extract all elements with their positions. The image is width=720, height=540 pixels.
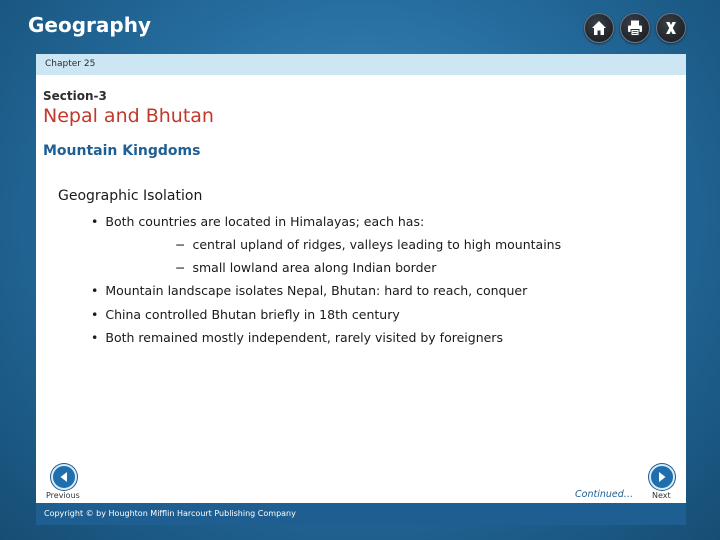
close-button[interactable] [656, 13, 686, 43]
bullet-item [91, 283, 527, 298]
home-button[interactable] [584, 13, 614, 43]
sub-bullet-item [175, 237, 561, 252]
sub-bullet-item [175, 260, 436, 275]
next-button[interactable] [649, 464, 675, 490]
sub-bullet-text: central upland of ridges, valleys leading to high mountains [192, 237, 562, 252]
bullet-symbol: • [91, 330, 99, 345]
next-label[interactable]: Next [652, 491, 671, 500]
bullet-text: Both remained mostly independent, rarely visited by foreigners [105, 330, 503, 345]
bullet-item [91, 330, 503, 345]
section-title: Nepal and Bhutan [43, 105, 214, 127]
previous-button[interactable] [51, 464, 77, 490]
print-icon [625, 18, 645, 38]
sub-bullet-symbol: − [175, 260, 186, 275]
bullet-text: Both countries are located in Himalayas; each has: [105, 214, 425, 229]
bullet-text: Mountain landscape isolates Nepal, Bhutan: hard to reach, conquer [105, 283, 528, 298]
sub-bullet-text: small lowland area along Indian border [192, 260, 437, 275]
top-toolbar [584, 13, 686, 43]
chapter-bar [36, 54, 686, 75]
copyright-text: Copyright © by Houghton Mifflin Harcourt Publishing Company [44, 509, 296, 518]
arrow-right-icon [656, 471, 668, 483]
bullet-symbol: • [91, 283, 99, 298]
bullet-symbol: • [91, 214, 99, 229]
footer-bar [36, 503, 686, 525]
bullet-item [91, 214, 424, 229]
arrow-left-icon [58, 471, 70, 483]
slide-content [36, 75, 686, 503]
chapter-label: Chapter 25 [45, 59, 96, 69]
sub-bullet-symbol: − [175, 237, 186, 252]
bullet-text: China controlled Bhutan briefly in 18th century [105, 307, 400, 322]
bullet-item [91, 307, 400, 322]
print-button[interactable] [620, 13, 650, 43]
bullet-symbol: • [91, 307, 99, 322]
home-icon [589, 18, 609, 38]
previous-label[interactable]: Previous [46, 491, 80, 500]
continued-label: Continued… [575, 489, 634, 500]
close-icon [661, 18, 681, 38]
section-label: Section-3 [43, 89, 107, 103]
app-title: Geography [28, 13, 151, 37]
topic-heading: Geographic Isolation [58, 188, 203, 204]
slide-subtitle: Mountain Kingdoms [43, 143, 201, 159]
